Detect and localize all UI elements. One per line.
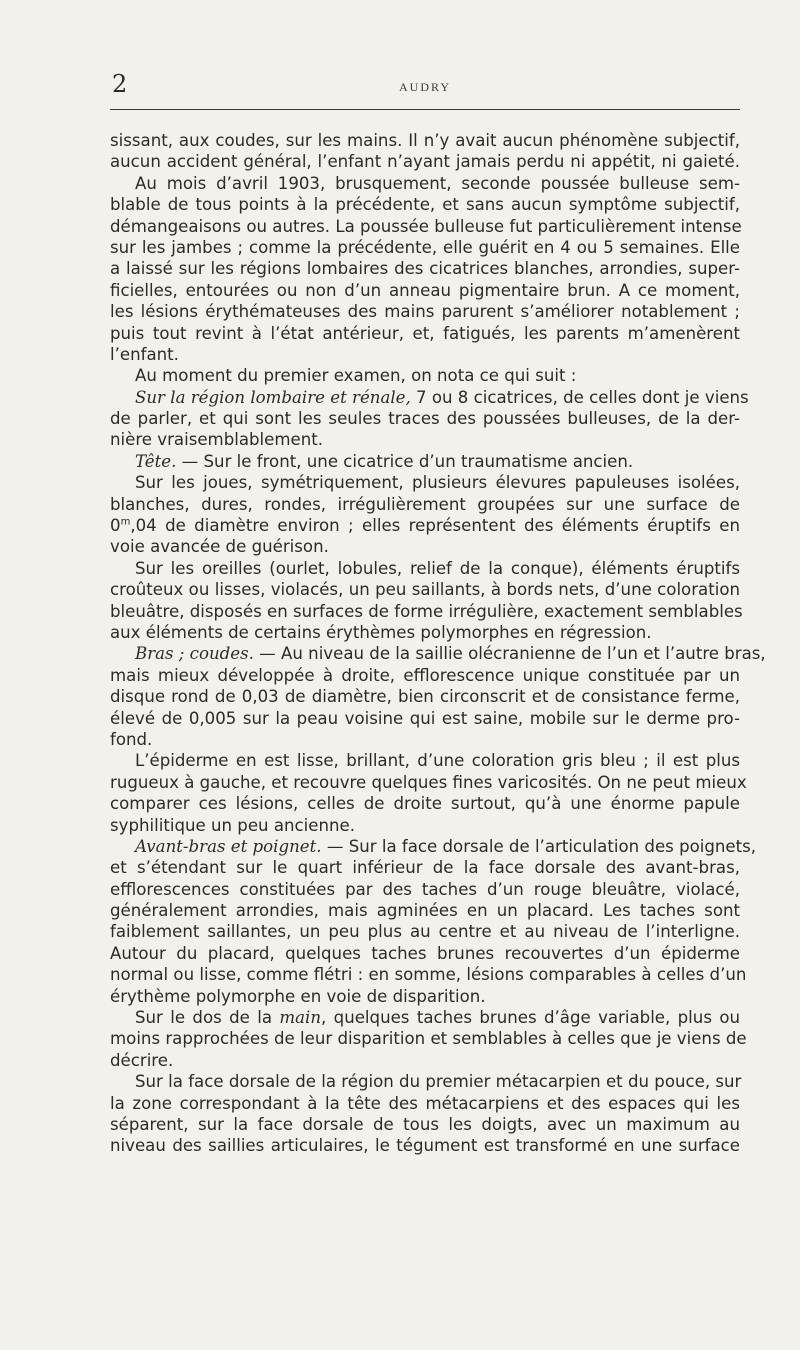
text-line: Sur la face dorsale de la région du premier métacarpien et du pouce, sur: [135, 1072, 742, 1092]
text-line: bleuâtre, disposés en surfaces de forme irrégulière, exactement semblables: [110, 601, 743, 621]
text-segment: 7 ou 8 cicatrices, de celles dont je viens: [410, 387, 749, 407]
text-line: ficielles, entourées ou non d’un anneau pigmentaire brun. A ce moment,: [110, 280, 740, 300]
text-line: normal ou lisse, comme flétri : en somme, lésions comparables à celles d’un: [110, 965, 747, 985]
text-line: disque rond de 0,03 de diamètre, bien circonscrit et de consistance ferme,: [110, 687, 740, 707]
text-segment: — Sur le front, une cicatrice d’un traumatisme ancien.: [176, 451, 634, 471]
italic-heading: Tête.: [135, 451, 177, 471]
text-line: Sur les oreilles (ourlet, lobules, relief de la conque), éléments éruptifs: [135, 558, 740, 578]
text-line: sur les jambes ; comme la précédente, elle guérit en 4 ou 5 semaines. Elle: [110, 237, 740, 257]
text-line: puis tout revint à l’état antérieur, et, fatigués, les parents m’amenèrent: [110, 323, 740, 343]
text-line: les lésions érythémateuses des mains parurent s’améliorer notablement ;: [110, 302, 740, 322]
text-line: [110, 387, 749, 408]
text-line: sissant, aux coudes, sur les mains. Il n’y avait aucun phénomène subjectif,: [110, 131, 740, 150]
text-segment: — Au niveau de la saillie olécranienne de l’un et l’autre bras,: [253, 644, 766, 664]
text-line: efflorescences constituées par des taches d’un rouge bleuâtre, violacé,: [110, 879, 740, 899]
text-line: généralement arrondies, mais agminées en un placard. Les taches sont: [110, 901, 740, 921]
text-line: l’enfant.: [110, 344, 179, 364]
text-line: aucun accident général, l’enfant n’ayant jamais perdu ni appétit, ni gaieté.: [110, 152, 740, 172]
text-segment: — Sur la face dorsale de l’articulation des poignets,: [321, 836, 757, 856]
text-line: croûteux ou lisses, violacés, un peu saillants, à bords nets, d’une coloration: [110, 580, 740, 600]
text-line: élevé de 0,005 sur la peau voisine qui est saine, mobile sur le derme pro-: [110, 708, 740, 728]
text-line: a laissé sur les régions lombaires des cicatrices blanches, arrondies, super-: [110, 259, 740, 279]
text-line: syphilitique un peu ancienne.: [110, 815, 355, 835]
text-line: [110, 643, 766, 664]
text-line: mais mieux développée à droite, efflorescence unique constituée par un: [110, 665, 740, 685]
text-line: moins rapprochées de leur disparition et semblables à celles que je viens de: [110, 1029, 747, 1049]
text-line: comparer ces lésions, celles de droite surtout, qu’à une énorme papule: [110, 794, 740, 814]
page-number: 2: [112, 70, 128, 98]
italic-word: main: [279, 1008, 322, 1028]
text-line: de parler, et qui sont les seules traces des poussées bulleuses, de la der-: [110, 409, 740, 429]
text-line: séparent, sur la face dorsale de tous les doigts, avec un maximum au: [110, 1114, 740, 1134]
header-rule: [110, 109, 740, 110]
text-line: décrire.: [110, 1050, 174, 1070]
text-segment: ,04 de diamètre environ ; elles représentent des éléments éruptifs en: [130, 516, 740, 536]
text-superscript: m: [120, 516, 131, 528]
text-line: aux éléments de certains érythèmes polymorphes en régression.: [110, 622, 652, 642]
page-header: [110, 70, 740, 110]
text-line: [110, 515, 740, 536]
text-line: et s’étendant sur le quart inférieur de la face dorsale des avant-bras,: [110, 858, 740, 878]
text-line: Sur les joues, symétriquement, plusieurs élevures papuleuses isolées,: [135, 473, 740, 493]
text-line: fond.: [110, 729, 153, 749]
text-line: blable de tous points à la précédente, et sans aucun symptôme subjectif,: [110, 195, 740, 215]
text-line: démangeaisons ou autres. La poussée bulleuse fut particulièrement intense: [110, 216, 742, 236]
text-line: [110, 451, 740, 472]
text-segment: 0: [110, 516, 121, 536]
text-line: niveau des saillies articulaires, le tégument est transformé en une surface: [110, 1136, 740, 1156]
running-head: AUDRY: [398, 80, 451, 94]
text-line: Au moment du premier examen, on nota ce qui suit :: [135, 366, 577, 386]
italic-heading: Sur la région lombaire et rénale,: [135, 387, 411, 407]
text-line: érythème polymorphe en voie de disparition.: [110, 986, 486, 1006]
text-line: la zone correspondant à la tête des métacarpiens et des espaces qui les: [110, 1093, 740, 1113]
text-line: faiblement saillantes, un peu plus au centre et au niveau de l’interligne.: [110, 922, 740, 942]
text-line: L’épiderme en est lisse, brillant, d’une coloration gris bleu ; il est plus: [135, 751, 740, 771]
italic-heading: Bras ; coudes.: [135, 644, 254, 664]
text-segment: Sur le dos de la: [135, 1008, 280, 1028]
body-text: [110, 130, 766, 1157]
text-line: blanches, dures, rondes, irrégulièrement groupées sur une surface de: [110, 494, 740, 514]
text-line: rugueux à gauche, et recouvre quelques fines varicosités. On ne peut mieux: [110, 772, 747, 792]
text-line: [110, 1007, 740, 1028]
text-line: voie avancée de guérison.: [110, 537, 329, 557]
text-segment: , quelques taches brunes d’âge variable, plus ou: [321, 1008, 741, 1028]
text-line: nière vraisemblablement.: [110, 430, 324, 450]
italic-heading: Avant-bras et poignet.: [135, 836, 322, 856]
text-line: Au mois d’avril 1903, brusquement, seconde poussée bulleuse sem-: [135, 173, 740, 193]
text-line: Autour du placard, quelques taches brunes recouvertes d’un épiderme: [110, 943, 740, 963]
text-line: [110, 836, 757, 857]
